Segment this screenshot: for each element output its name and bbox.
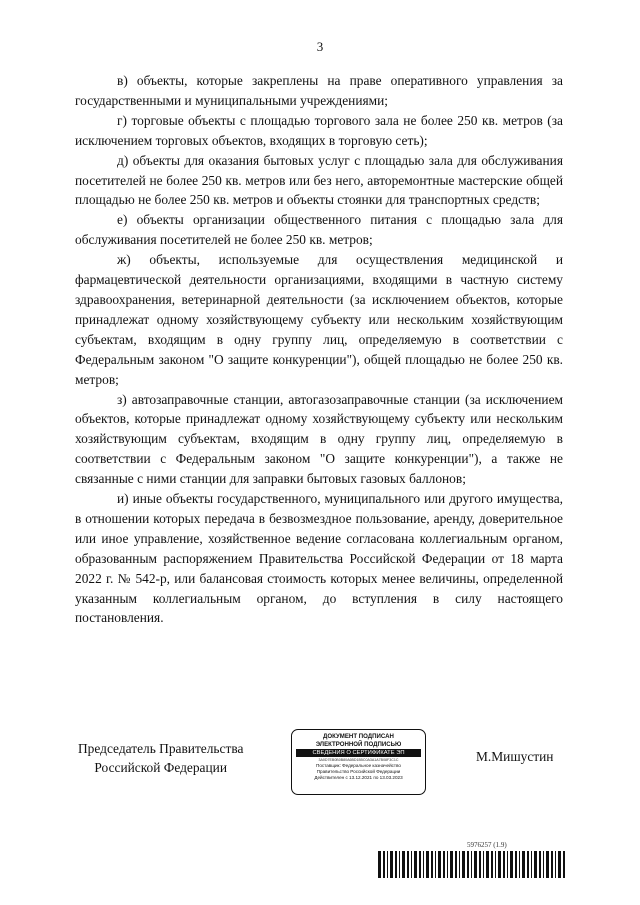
page-number: 3 [316, 39, 324, 54]
stamp-certificate-header: СВЕДЕНИЯ О СЕРТИФИКАТЕ ЭП [296, 749, 421, 757]
stamp-serial: 3A0D7EB0B0B80A6BD1B5C0A3A1A7B08F3C1C [318, 758, 399, 762]
signatory-position [78, 739, 243, 777]
signatory-name: М.Мишустин [476, 749, 554, 764]
stamp-owner: Правительство Российской Федерации [316, 769, 401, 774]
signatory-position-line2: Российской Федерации [94, 760, 228, 775]
paragraph-g: г) торговые объекты с площадью торгового зала не более 250 кв. метров (за исключением торговых объектов, входящих в торговую сеть); [75, 112, 563, 148]
paragraph-v: в) объекты, которые закреплены на праве оперативного управления за государственными и муниципальными учреждениями; [75, 73, 563, 108]
stamp-line2: ЭЛЕКТРОННОЙ ПОДПИСЬЮ [315, 740, 402, 748]
signatory-position-line1: Председатель Правительства [78, 741, 244, 756]
electronic-signature-stamp [291, 729, 426, 795]
stamp-validity: Действителен с 13.12.2021 по 13.03.2023 [314, 775, 403, 780]
stamp-issuer: Поставщик: Федеральное казначейство [316, 763, 401, 768]
paragraph-i: и) иные объекты государственного, муниципального или другого имущества, в отношении которых передача в безвозмездное пользование, аренду, доверительное или иное управление, хозяйственное ведение согласована коллегиальным органом, образованным распоряжением Правительства Российской Федерации от 18 марта 2022 г. № 542-р, или балансовая стоимость которых менее величины, определенной указанным коллегиальным органом, до вступления в силу настоящего постановления. [75, 491, 563, 626]
stamp-line1: ДОКУМЕНТ ПОДПИСАН [323, 733, 394, 740]
paragraph-e: е) объекты организации общественного питания с площадью зала для обслуживания посетителей не более 250 кв. метров; [75, 212, 563, 248]
paragraph-z: з) автозаправочные станции, автогазозаправочные станции (за исключением объектов, которые принадлежат одному хозяйствующему субъекту или нескольким хозяйствующим субъектам, входящим в одну группу лиц, определяемую в соответствии с Федеральным законом "О защите конкуренции"), а также не связанные с ними станции для заправки бытовых газовых баллонов; [75, 391, 563, 487]
paragraph-d: д) объекты для оказания бытовых услуг с площадью зала для обслуживания посетителей не более 250 кв. метров или без него, авторемонтные мастерские общей площадью не более 250 кв. метров и объекты стоянки для транспортных средств; [75, 152, 563, 208]
document-body [75, 71, 563, 628]
paragraph-zh: ж) объекты, используемые для осуществления медицинской и фармацевтической деятельности организациями, входящими в частную систему здравоохранения, ветеринарной деятельности (за исключением объектов, которые принадлежат одному хозяйствующему субъекту или нескольким хозяйствующим субъектам, входящим в одну группу лиц, определяемую в соответствии с Федеральным законом "О защите конкуренции"), общей площадью не более 250 кв. метров; [75, 252, 563, 387]
barcode-number: 5976257 (1.9) [467, 841, 507, 849]
barcode-icon [378, 851, 567, 878]
